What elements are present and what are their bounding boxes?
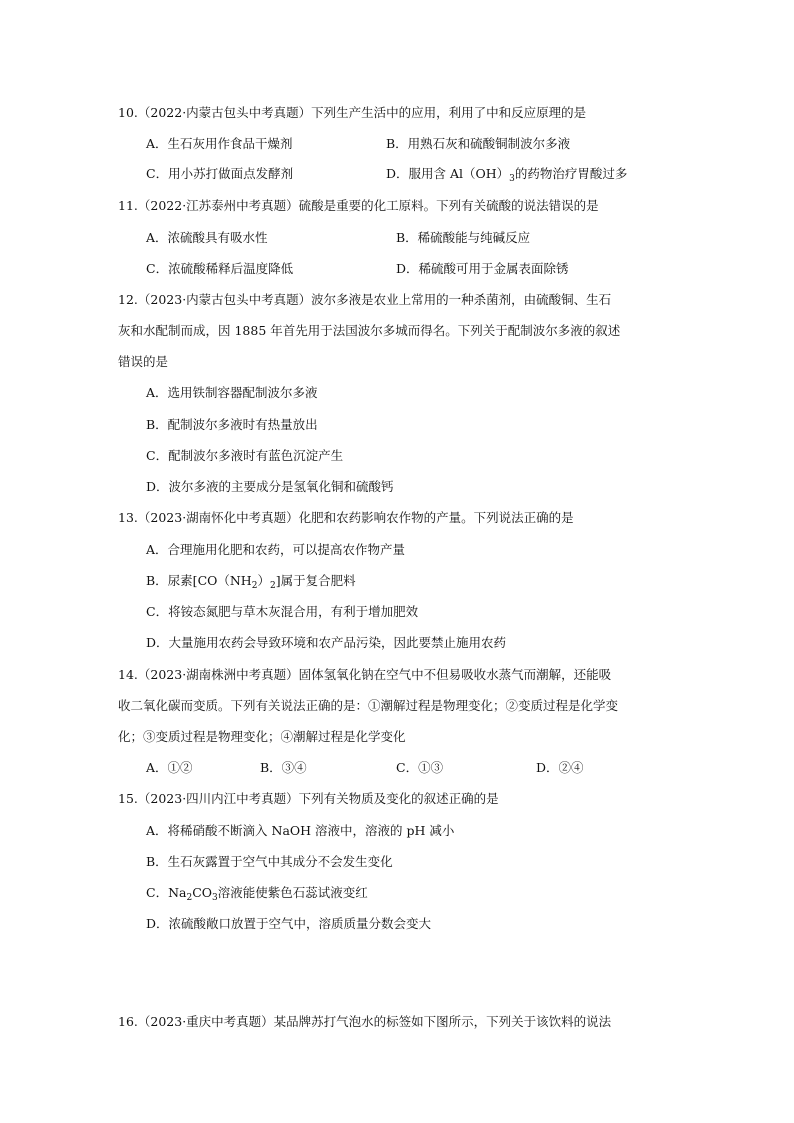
question-11-option-b: B．稀硫酸能与纯碱反应 <box>396 230 531 245</box>
question-13-stem: 13.（2023·湖南怀化中考真题）化肥和农药影响农作物的产量。下列说法正确的是 <box>118 510 574 525</box>
question-14-stem-line-1: 14.（2023·湖南株洲中考真题）固体氢氧化钠在空气中不但易吸收水蒸气而潮解，还能吸 <box>118 667 612 682</box>
question-13-option-b-text-mid: ） <box>257 573 270 588</box>
question-14-option-c: C．①③ <box>396 760 444 775</box>
question-15-option-a: A．将稀硝酸不断滴入 NaOH 溶液中，溶液的 pH 减小 <box>146 823 455 838</box>
question-15-option-c-text-mid: CO <box>192 885 213 900</box>
question-12-option-a: A．选用铁制容器配制波尔多液 <box>146 385 318 400</box>
question-11-option-c: C．浓硫酸稀释后温度降低 <box>146 261 294 276</box>
question-13-option-b <box>146 573 356 589</box>
question-12-stem-line-3: 错误的是 <box>118 354 169 369</box>
question-10-option-d-subscript: 3 <box>509 174 515 184</box>
question-10-option-c: C．用小苏打做面点发酵剂 <box>146 166 294 181</box>
question-14-option-a: A．①② <box>146 760 193 775</box>
question-11-option-a: A．浓硫酸具有吸水性 <box>146 230 268 245</box>
question-14-option-b: B．③④ <box>260 760 307 775</box>
question-15-option-c <box>146 885 368 901</box>
question-10-stem: 10.（2022·内蒙古包头中考真题）下列生产生活中的应用，利用了中和反应原理的是 <box>118 105 587 120</box>
question-12-stem-line-1: 12.（2023·内蒙古包头中考真题）波尔多液是农业上常用的一种杀菌剂，由硫酸铜、生石 <box>118 292 612 307</box>
question-12-stem-line-2: 灰和水配制而成，因 1885 年首先用于法国波尔多城而得名。下列关于配制波尔多液的叙述 <box>118 323 621 338</box>
question-14-stem-line-2: 收二氧化碳而变质。下列有关说法正确的是：①潮解过程是物理变化；②变质过程是化学变 <box>118 698 619 713</box>
question-15-stem: 15.（2023·四川内江中考真题）下列有关物质及变化的叙述正确的是 <box>118 791 499 806</box>
question-11-stem: 11.（2022·江苏泰州中考真题）硫酸是重要的化工原料。下列有关硫酸的说法错误的是 <box>118 198 599 213</box>
question-10-option-a: A．生石灰用作食品干燥剂 <box>146 136 293 151</box>
question-13-option-a: A．合理施用化肥和农药，可以提高农作物产量 <box>146 542 406 557</box>
question-15-option-b: B．生石灰露置于空气中其成分不会发生变化 <box>146 854 393 869</box>
question-14-stem-line-3: 化；③变质过程是物理变化；④潮解过程是化学变化 <box>118 729 406 744</box>
question-15-option-c-text: C．Na <box>146 885 187 900</box>
question-15-option-c-subscript-2: 3 <box>212 893 218 903</box>
question-14-option-d: D．②④ <box>536 760 584 775</box>
question-13-option-b-subscript-2: 2 <box>269 581 276 591</box>
question-15-option-c-subscript-1: 2 <box>186 893 193 903</box>
question-15-option-d: D．浓硫酸敞口放置于空气中，溶质质量分数会变大 <box>146 916 432 931</box>
question-12-option-b: B．配制波尔多液时有热量放出 <box>146 417 318 432</box>
question-16-stem: 16.（2023·重庆中考真题）某品牌苏打气泡水的标签如下图所示，下列关于该饮料的说法 <box>118 1014 612 1029</box>
question-10-option-d <box>386 166 627 182</box>
question-12-option-d: D．波尔多液的主要成分是氢氧化铜和硫酸钙 <box>146 479 394 494</box>
question-13-option-b-text: B．尿素[CO（NH <box>146 573 252 588</box>
question-10-option-d-text: D．服用含 Al（OH） <box>386 166 510 181</box>
question-13-option-b-subscript: 2 <box>251 581 258 591</box>
question-15-option-c-text-end: 溶液能使紫色石蕊试液变红 <box>217 885 368 900</box>
question-12-option-c: C．配制波尔多液时有蓝色沉淀产生 <box>146 448 344 463</box>
question-10-option-b: B．用熟石灰和硫酸铜制波尔多液 <box>386 136 571 151</box>
question-13-option-d: D．大量施用农药会导致环境和农产品污染，因此要禁止施用农药 <box>146 635 507 650</box>
question-10-option-d-text-end: 的药物治疗胃酸过多 <box>514 166 628 181</box>
question-13-option-b-text-end: ]属于复合肥料 <box>275 573 356 588</box>
question-13-option-c: C．将铵态氮肥与草木灰混合用，有利于增加肥效 <box>146 604 419 619</box>
question-11-option-d: D．稀硫酸可用于金属表面除锈 <box>396 261 569 276</box>
